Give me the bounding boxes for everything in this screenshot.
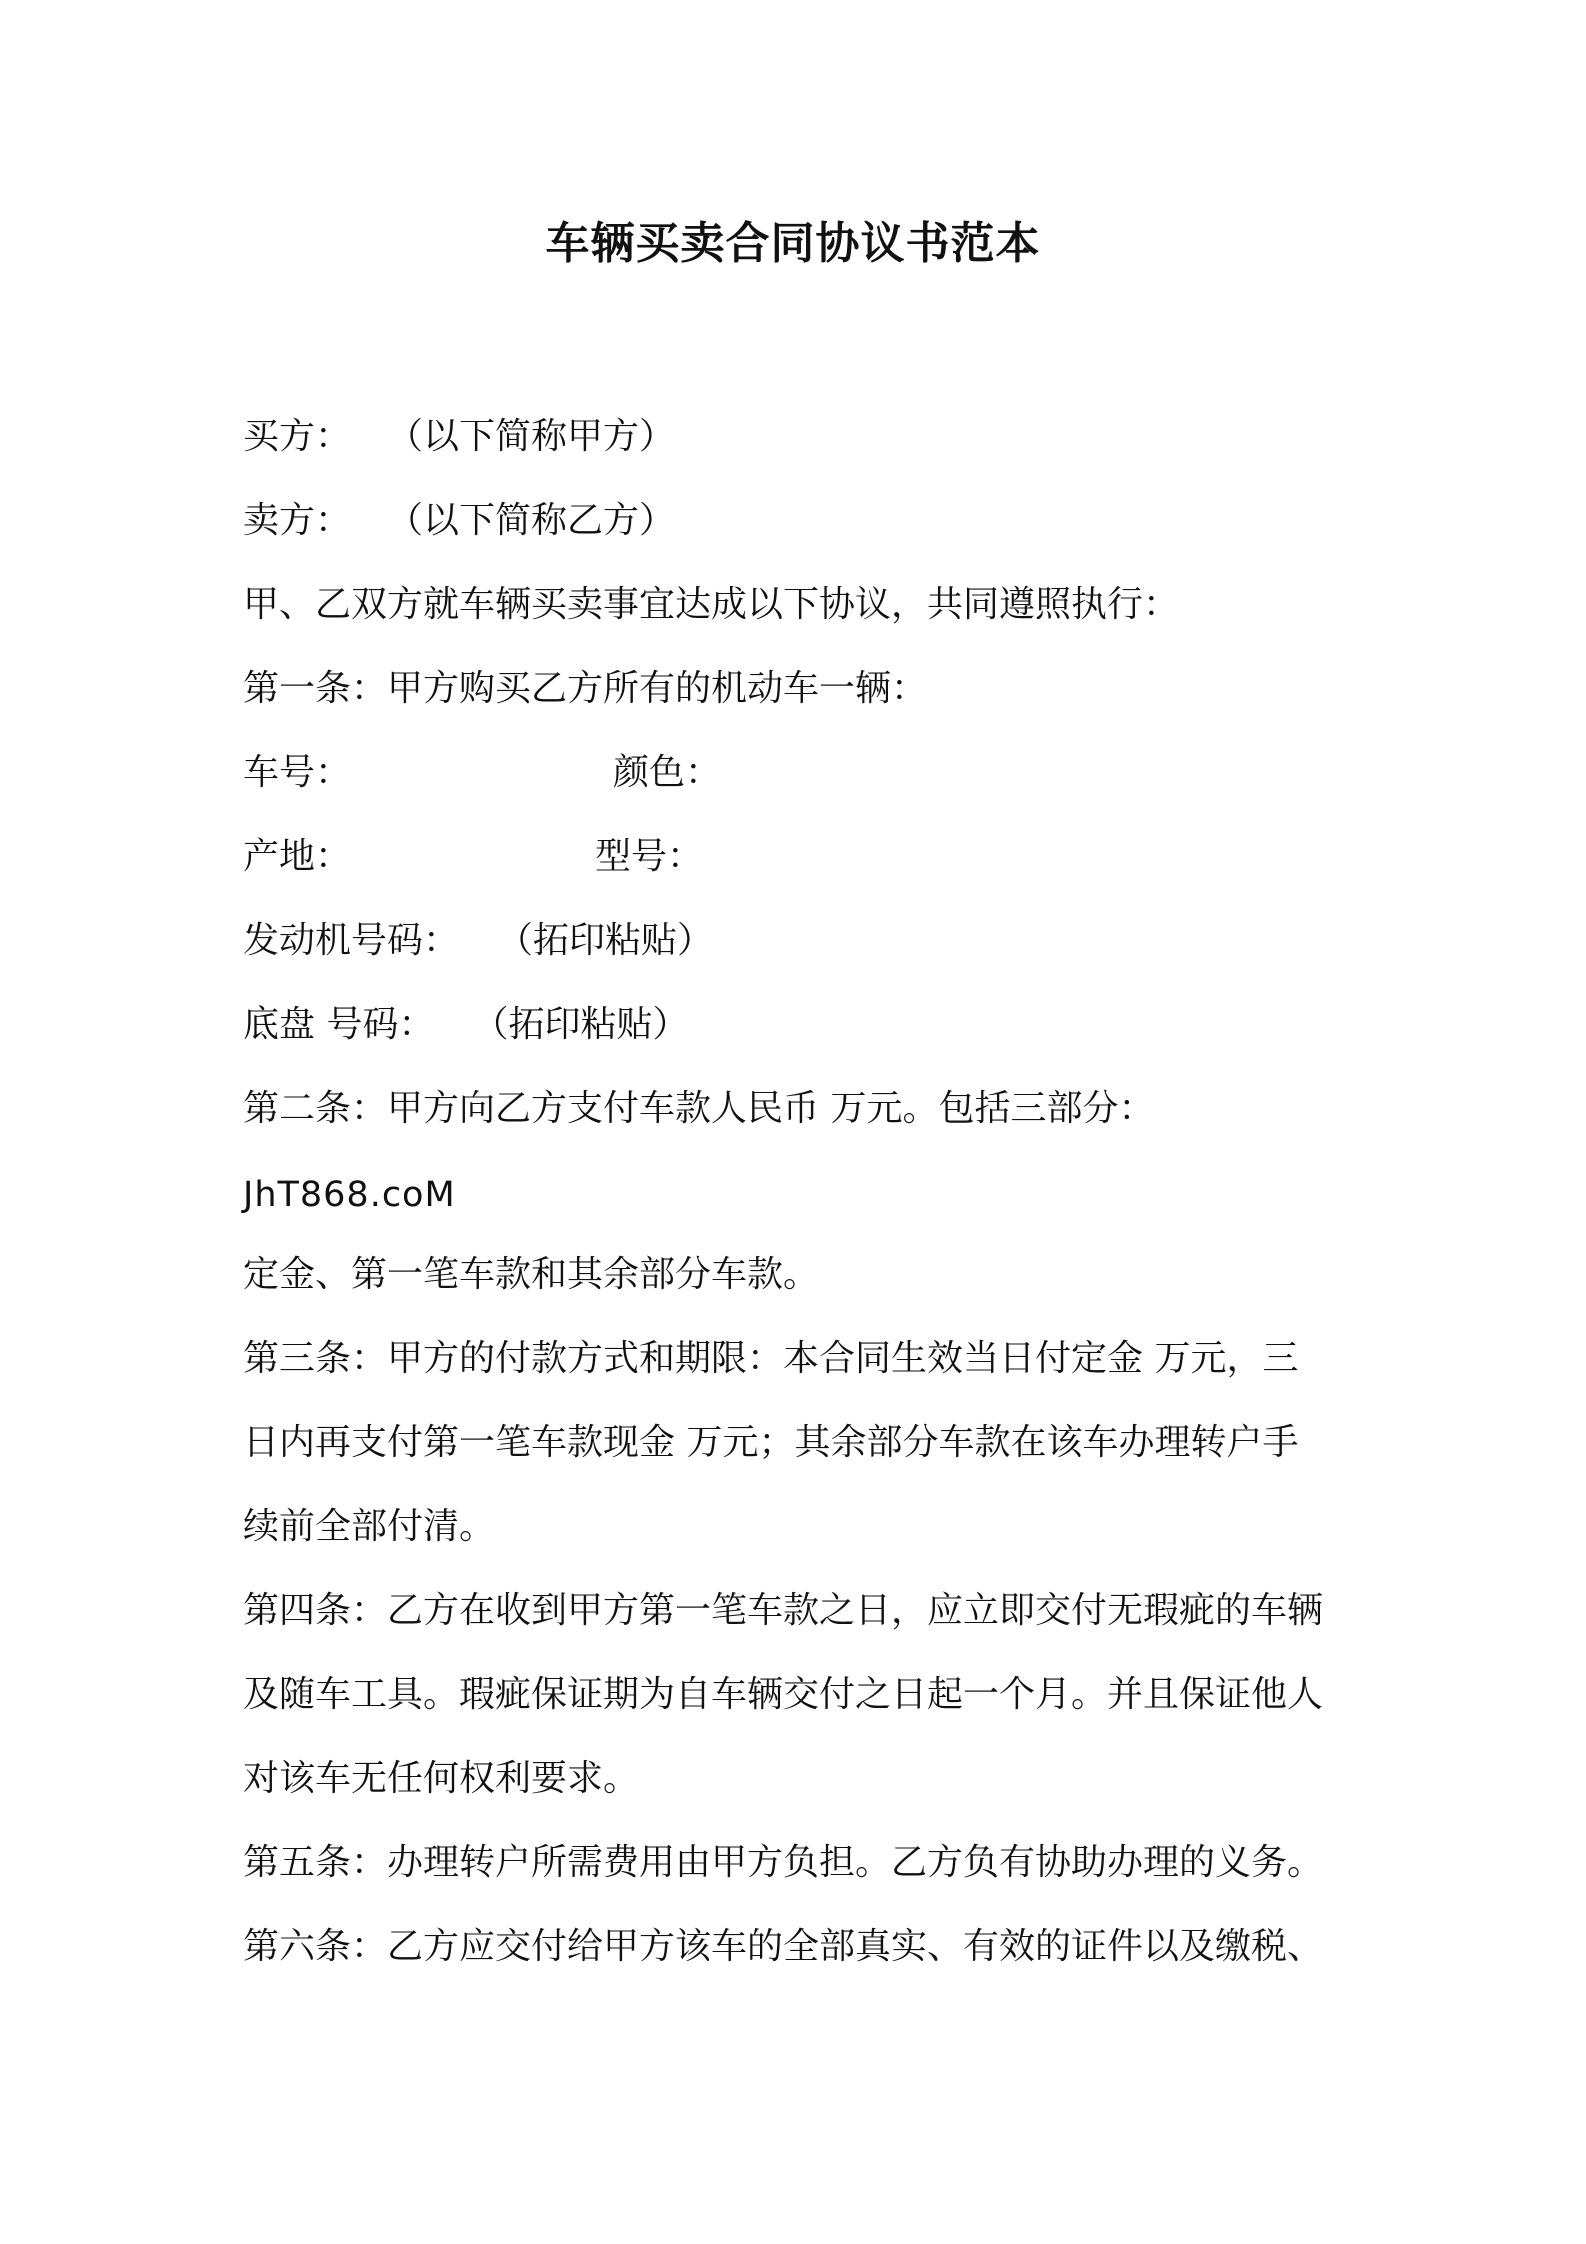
buyer-note: （以下简称甲方）	[387, 416, 676, 457]
article-6-line-1: 第六条：乙方应交付给甲方该车的全部真实、有效的证件以及缴税、	[243, 1926, 1324, 1967]
engine-number-line	[243, 916, 1363, 966]
engine-note: （拓印粘贴）	[497, 920, 714, 961]
plate-color-line	[243, 748, 1363, 798]
document-title: 车辆买卖合同协议书范本	[545, 218, 1041, 269]
origin-label: 产地：	[243, 836, 352, 877]
chassis-note: （拓印粘贴）	[472, 1004, 689, 1045]
chassis-label: 底盘 号码：	[243, 1004, 435, 1045]
article-2: 第二条：甲方向乙方支付车款人民币 万元。包括三部分：	[243, 1088, 1155, 1129]
model-label: 型号：	[595, 836, 704, 877]
plate-label: 车号：	[243, 752, 352, 793]
seller-note: （以下简称乙方）	[387, 500, 676, 541]
article-4-line-2: 及随车工具。瑕疵保证期为自车辆交付之日起一个月。并且保证他人	[243, 1674, 1324, 1715]
article-3-line-3: 续前全部付清。	[243, 1506, 496, 1547]
color-label: 颜色：	[613, 752, 722, 793]
seller-label: 卖方：	[243, 500, 352, 541]
engine-label: 发动机号码：	[243, 920, 460, 961]
article-3-line-1: 第三条：甲方的付款方式和期限：本合同生效当日付定金 万元，三	[243, 1338, 1299, 1379]
article-1: 第一条：甲方购买乙方所有的机动车一辆：	[243, 668, 928, 709]
article-2-continued: 定金、第一笔车款和其余部分车款。	[243, 1254, 820, 1295]
watermark-text: JhT868.coM	[243, 1175, 456, 1215]
article-4-line-1: 第四条：乙方在收到甲方第一笔车款之日，应立即交付无瑕疵的车辆	[243, 1590, 1324, 1631]
seller-line	[243, 496, 1363, 546]
article-5: 第五条：办理转户所需费用由甲方负担。乙方负有协助办理的义务。	[243, 1842, 1324, 1883]
buyer-line	[243, 412, 1363, 462]
origin-model-line	[243, 832, 1363, 882]
intro-paragraph: 甲、乙双方就车辆买卖事宜达成以下协议，共同遵照执行：	[243, 584, 1180, 625]
chassis-number-line	[243, 1000, 1363, 1050]
article-3-line-2: 日内再支付第一笔车款现金 万元；其余部分车款在该车办理转户手	[243, 1422, 1299, 1463]
article-4-line-3: 对该车无任何权利要求。	[243, 1758, 640, 1799]
buyer-label: 买方：	[243, 416, 352, 457]
